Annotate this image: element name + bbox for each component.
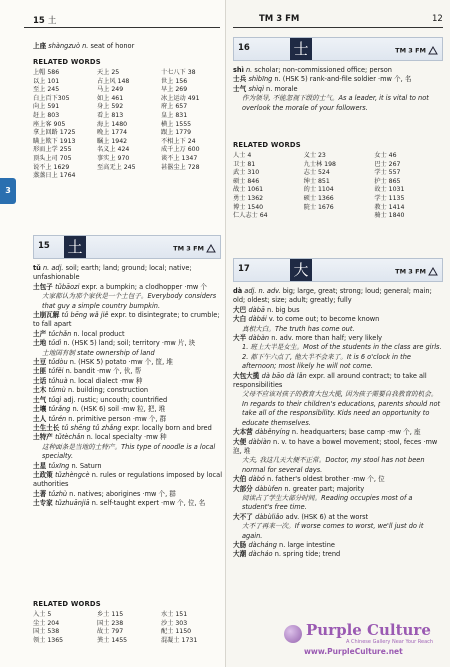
related-word: 看上 813 xyxy=(97,111,124,119)
related-word: 人士 4 xyxy=(233,152,252,159)
header-rule xyxy=(233,27,443,28)
entry-line xyxy=(233,325,443,334)
related-word: 硕士 846 xyxy=(233,177,260,185)
definition: adj. rustic; uncouth; countrified xyxy=(63,395,168,404)
entry-line xyxy=(33,424,223,433)
pinyin: tǔzhù xyxy=(48,489,70,498)
pinyin: tǔ shēng tǔ zhǎng xyxy=(61,423,124,432)
entry-line xyxy=(233,438,443,457)
pinyin: tǔfěi xyxy=(48,367,66,376)
related-word: 故士 1031 xyxy=(374,186,405,194)
entry-line xyxy=(33,367,223,376)
related-word: 向上 591 xyxy=(33,103,60,111)
entry-line xyxy=(233,94,443,113)
entry-17 xyxy=(233,287,443,560)
related-word: 国土 538 xyxy=(33,628,60,636)
definition: n. v. to have a bowel movement; stool, feces ·mw 泡, 堆 xyxy=(233,437,438,455)
entry-line xyxy=(233,513,443,522)
char-tile: 土 xyxy=(64,236,86,258)
definition: adv. (HSK 6) at the worst xyxy=(285,512,369,521)
entry-16-main: shì n. scholar; non-commissioned office; person xyxy=(233,66,392,74)
headword: 土木 xyxy=(33,386,49,395)
definition: n. local dialect ·mw 种 xyxy=(69,376,143,385)
entry-line xyxy=(33,311,223,330)
entry-line xyxy=(33,415,223,424)
definition: n. big bus xyxy=(267,305,300,314)
headword: 土崩瓦解 xyxy=(33,311,62,320)
related-word: 世上 156 xyxy=(161,77,188,85)
entry-line xyxy=(233,306,443,315)
related-word: 勇士 1362 xyxy=(233,194,264,202)
definition: n. (HSK 6) soil ·mw 粒, 把, 堆 xyxy=(72,405,166,414)
related-word: 水土 151 xyxy=(161,611,188,618)
related-word: 沙土 303 xyxy=(161,619,188,627)
related-word: 瞒上欺下 1913 xyxy=(33,137,76,145)
related-word: 骑士 1840 xyxy=(374,212,405,220)
pinyin: tǔtèchǎn xyxy=(55,433,87,442)
related-word: 成千上万 600 xyxy=(161,146,200,154)
related-word: 横上 1555 xyxy=(161,120,192,128)
definition: n. local product xyxy=(73,329,125,338)
definition: 作为领导, 不能忽视下级的士气。As a leader, it is vital to not overlook the morale of your followers. xyxy=(242,94,429,112)
related-words-2 xyxy=(33,596,223,645)
headword: 土话 xyxy=(33,376,49,385)
entry-line xyxy=(233,550,443,559)
headword: 土产 xyxy=(33,329,49,338)
related-word: 白上百下305 xyxy=(33,94,70,102)
entry-15-main: tǔ n. adj. soil; earth; land; ground; local; native; unfashionable xyxy=(33,264,192,282)
headword: 土著 xyxy=(33,489,49,498)
related-word: 义士 23 xyxy=(303,152,326,159)
related-words-grid xyxy=(33,69,223,181)
headword: 大肠 xyxy=(233,540,249,549)
definition: expr. to disintegrate; to crumble; to fall apart xyxy=(33,311,220,329)
definition: n. large intestine xyxy=(279,540,335,549)
definition: n. adv. more than half; very likely xyxy=(271,334,383,343)
headword: 土生土长 xyxy=(33,423,62,432)
left-head-char: 土 xyxy=(47,16,57,26)
definition: 大夫, 我这几天大便不正常。Doctor, my stool has not been normal for several days. xyxy=(242,456,425,474)
related-word: 十七八下 38 xyxy=(161,69,196,76)
headword: 土星 xyxy=(33,461,49,470)
pinyin: shìbīng xyxy=(248,75,275,84)
tm-label: TM 3 FM xyxy=(395,267,438,276)
related-word: 海上 1480 xyxy=(97,120,128,128)
top-entry: 上座 shàngzuò n. seat of honor xyxy=(33,42,135,50)
pinyin: dàbàn xyxy=(248,334,272,343)
pinyin: dà bāo dà lǎn xyxy=(261,371,309,380)
related-word: 赶上 803 xyxy=(33,111,60,119)
entry-line xyxy=(33,283,223,292)
definition: n. local specialty ·mw 种 xyxy=(86,433,167,442)
related-word: 混凝土 1731 xyxy=(161,636,198,644)
pinyin: tǔchǎn xyxy=(48,329,74,338)
char-tile: 士 xyxy=(290,38,312,60)
headword: 大部分 xyxy=(233,484,256,493)
definition: n. Saturn xyxy=(71,461,102,470)
related-word: 形而上学 255 xyxy=(33,146,72,154)
entry-line xyxy=(33,490,223,499)
definition: n. (HSK 5) potato ·mw 个, 筐, 堆 xyxy=(69,358,173,367)
pinyin: tǔqì xyxy=(48,395,64,404)
entry-banner-16: 16 士 TM 3 FM xyxy=(233,37,443,61)
related-word: 皇上 831 xyxy=(161,111,188,119)
mw-icon xyxy=(428,46,438,55)
related-words-grid xyxy=(233,152,443,221)
pinyin: tǔrǎng xyxy=(48,405,73,414)
related-words-grid xyxy=(33,611,223,645)
entry-line xyxy=(233,494,443,513)
headword: 土包子 xyxy=(33,282,56,291)
definition: 土地国有制 state ownership of land xyxy=(42,348,155,357)
pinyin: tǔbāozi xyxy=(55,282,82,291)
pinyin: shìqì xyxy=(248,84,267,93)
definition: expr. all around contract; to take all responsibilities xyxy=(233,371,427,390)
definition: n. primitive person ·mw 个, 群 xyxy=(68,414,167,423)
related-word: 领土 1365 xyxy=(33,636,64,644)
related-word: 以上 101 xyxy=(33,77,60,85)
headword: 士气 xyxy=(233,84,249,93)
headword: 土地 xyxy=(33,339,49,348)
related-word: 拿上回路 1725 xyxy=(33,129,76,137)
definition: 父母不应该对孩子的教育大包大揽, 因为孩子需要自我教育的机会。In regards to their children's educations, parents should not take all of the responsibility. Kids need an opportunity to educate themselves. xyxy=(242,390,441,427)
related-word: 硕士 1366 xyxy=(303,194,334,202)
related-word: 教士 1414 xyxy=(374,203,405,211)
pinyin: dàbiàn xyxy=(248,437,274,446)
related-word: 事实上 970 xyxy=(97,154,130,162)
pinyin: tǔdòu xyxy=(48,358,70,367)
pinyin: dàcháo xyxy=(248,550,275,559)
entry-15-list xyxy=(33,283,223,509)
left-page-number: 15 xyxy=(33,16,45,26)
entry-line xyxy=(233,315,443,324)
definition: 1. 班上大半是女生。Most of the students in the class are girls. xyxy=(242,343,442,352)
related-word: 的士 1104 xyxy=(303,186,334,194)
related-word: 学士 1135 xyxy=(374,194,405,202)
headword: 大不了 xyxy=(233,512,256,521)
entry-line xyxy=(233,85,443,94)
pinyin: dàbó xyxy=(248,475,268,484)
headword: 土壤 xyxy=(33,405,49,414)
related-word: 不相上下 24 xyxy=(161,137,196,145)
entry-line xyxy=(33,396,223,405)
headword: 土专家 xyxy=(33,499,56,508)
pinyin: tǔmù xyxy=(48,386,68,395)
entry-15 xyxy=(33,264,223,509)
definition: 大家都认为那个家伙是一个土包子。Everybody considers that guy a simple country bumpkin. xyxy=(42,292,217,310)
mw-icon xyxy=(206,244,216,253)
entry-line xyxy=(233,343,443,352)
related-word: 占上风 148 xyxy=(97,77,130,85)
right-page-number: 12 xyxy=(432,14,443,24)
pinyin: dàcháng xyxy=(248,540,280,549)
entry-line xyxy=(33,386,223,395)
entry-17-list xyxy=(233,306,443,560)
entry-16 xyxy=(233,66,443,113)
left-running-head xyxy=(33,14,56,26)
pinyin: dàbùliǎo xyxy=(255,512,286,521)
headword: 土匪 xyxy=(33,367,49,376)
pinyin: tǔhuà xyxy=(48,376,70,385)
related-word: 冰上运动 491 xyxy=(161,94,200,102)
related-word: 说不上 1629 xyxy=(33,163,70,171)
entry-line xyxy=(233,522,443,541)
pinyin: tǔrén xyxy=(48,414,69,423)
definition: 大不了再来一次。If worse comes to worst, we'll just do it again. xyxy=(242,522,424,540)
header-rule xyxy=(24,27,220,28)
related-word: 身上 592 xyxy=(97,103,124,111)
definition: 2. 都下午六点了, 他大半不会来了。It is 6 o'clock in the afternoon; most likely he will not come. xyxy=(242,352,411,371)
entry-line xyxy=(233,428,443,437)
entry-line xyxy=(233,541,443,550)
related-word: 早上 269 xyxy=(161,86,188,94)
pinyin: dàbái xyxy=(248,315,269,324)
related-word: 配土 1150 xyxy=(161,628,192,636)
entry-line xyxy=(233,334,443,343)
related-words-title: RELATED WORDS xyxy=(233,141,301,149)
definition: n. (HSK 5) land; soil; territory ·mw 片, 块 xyxy=(63,339,196,348)
entry-line xyxy=(33,405,223,414)
related-word: 如上 461 xyxy=(97,94,124,102)
headword: 土特产 xyxy=(33,433,56,442)
related-word: 入土 5 xyxy=(33,611,52,618)
related-word: 国土 238 xyxy=(97,619,124,627)
related-word: 学士 557 xyxy=(374,169,401,177)
entry-16-list xyxy=(233,75,443,113)
right-running-head xyxy=(259,14,299,24)
related-word: 仁人志士 64 xyxy=(233,212,268,220)
related-word: 卫士 81 xyxy=(233,160,256,168)
tm-label: TM 3 FM xyxy=(395,46,438,55)
entry-line xyxy=(33,349,223,358)
definition: n. greater part; majority xyxy=(284,484,365,493)
entry-line xyxy=(33,292,223,311)
definition: n. spring tide; trend xyxy=(274,550,341,559)
headword: 土豆 xyxy=(33,358,49,367)
definition: 这种面条是当地的土特产。This type of noodle is a local specialty. xyxy=(42,442,216,461)
pinyin: tǔzhuānjiā xyxy=(55,499,92,508)
related-word xyxy=(304,212,373,221)
pinyin: tǔ bēng wǎ jiě xyxy=(61,311,111,320)
headword: 土政策 xyxy=(33,470,56,479)
mw-icon xyxy=(428,267,438,276)
entry-17-main: dà adj. n. adv. big; large, great; strong; loud; general; main; old; oldest; size; adult; greatly; fully xyxy=(233,287,432,305)
related-word: 博士 1540 xyxy=(233,203,264,211)
tm-label: TM 3 FM xyxy=(259,14,300,24)
related-words-1 xyxy=(33,54,223,181)
related-word: 天上 25 xyxy=(97,69,120,76)
entry-line xyxy=(33,499,223,508)
headword: 士兵 xyxy=(233,75,249,84)
headword: 大伯 xyxy=(233,475,249,484)
related-word: 名义上 424 xyxy=(97,146,130,154)
definition: expr. locally born and bred xyxy=(123,423,212,432)
headword: 大便 xyxy=(233,437,249,446)
related-word: 绅士 851 xyxy=(303,177,330,185)
related-word: 粪土 1455 xyxy=(97,636,128,644)
related-word: 九士林 198 xyxy=(303,160,336,168)
pinyin: dàbùfen xyxy=(255,484,285,493)
entry-line xyxy=(233,475,443,484)
definition: 真相大白。The truth has come out. xyxy=(242,324,355,333)
definition: n. building; construction xyxy=(67,386,149,395)
related-word: 蒸蒸日上 1764 xyxy=(33,172,76,180)
headword: 大巴 xyxy=(233,305,249,314)
related-word: 护士 865 xyxy=(374,177,401,185)
headword: 大包大揽 xyxy=(233,371,262,380)
pinyin: tǔzhèngcè xyxy=(55,470,92,479)
entry-banner-17: 17 大 TM 3 FM xyxy=(233,258,443,282)
entry-line xyxy=(33,339,223,348)
chapter-tab[interactable]: 3 xyxy=(0,178,16,204)
pinyin: dàbā xyxy=(248,305,268,314)
pinyin: tǔxīng xyxy=(48,461,72,470)
tm-label: TM 3 FM xyxy=(173,244,216,253)
related-word: 顶头上司 705 xyxy=(33,154,72,162)
related-word: 至高无上 245 xyxy=(97,163,136,171)
related-words-title: RELATED WORDS xyxy=(33,58,101,66)
related-word: 至上 245 xyxy=(33,86,60,94)
entry-line xyxy=(33,330,223,339)
entry-line xyxy=(33,443,223,462)
related-word: 巴士 267 xyxy=(374,160,401,168)
definition: 阅读占了学生大部分时间。Reading occupies most of a student's free time. xyxy=(242,493,413,512)
headword: 大白 xyxy=(233,315,249,324)
related-word: 院士 1676 xyxy=(303,203,334,211)
entry-line xyxy=(33,471,223,490)
definition: v. to come out; to become known xyxy=(268,315,380,324)
entry-line xyxy=(233,390,443,428)
related-word: 战士 1061 xyxy=(233,186,264,194)
definition: n. self-taught expert ·mw 个, 位, 名 xyxy=(91,499,206,508)
related-word: 马上 249 xyxy=(97,86,124,94)
related-words-3 xyxy=(233,137,443,221)
globe-icon xyxy=(284,625,302,643)
related-word: 故土 797 xyxy=(97,628,124,636)
definition: n. father's oldest brother ·mw 个, 位 xyxy=(267,475,385,484)
entry-line xyxy=(233,485,443,494)
related-words-title: RELATED WORDS xyxy=(33,600,101,608)
entry-line xyxy=(233,75,443,84)
right-page xyxy=(225,0,450,667)
definition: n. headquarters; base camp ·mw 个, 座 xyxy=(291,428,421,437)
related-word: 甚嚣尘上 728 xyxy=(161,163,200,171)
related-word: 志士 524 xyxy=(303,169,330,177)
entry-line xyxy=(233,353,443,372)
definition: n. rules or regulations imposed by local authorities xyxy=(33,470,223,489)
related-word: 乡土 115 xyxy=(97,611,124,618)
entry-banner-15: 15 土 TM 3 FM xyxy=(33,235,221,259)
definition: n. (HSK 5) rank-and-file soldier ·mw 个, 名 xyxy=(274,75,412,84)
pinyin: dàběnyíng xyxy=(255,428,292,437)
related-word: 晚上 1774 xyxy=(97,129,128,137)
related-word: 尘土 204 xyxy=(33,619,60,627)
related-word: 女士 46 xyxy=(374,152,397,159)
entry-line xyxy=(233,372,443,391)
headword: 土人 xyxy=(33,414,49,423)
related-word: 座上客 905 xyxy=(33,120,66,128)
watermark-logo: Purple Culture A Chinese Gallery Near Your Reach www.PurpleCulture.net xyxy=(284,621,444,659)
headword: 土气 xyxy=(33,395,49,404)
definition: n. morale xyxy=(266,84,298,93)
entry-line xyxy=(33,433,223,442)
related-word: 上帽 586 xyxy=(33,69,60,76)
pinyin: tǔdì xyxy=(48,339,64,348)
related-word: 府上 657 xyxy=(161,103,188,111)
headword: 大潮 xyxy=(233,550,249,559)
headword: 大半 xyxy=(233,334,249,343)
entry-line xyxy=(233,456,443,475)
headword: 大本营 xyxy=(233,428,256,437)
related-word: 跟上 1779 xyxy=(161,129,192,137)
definition: expr. a bumpkin; a clodhopper ·mw 个 xyxy=(81,282,207,291)
related-word: 武士 310 xyxy=(233,169,260,177)
definition: n. bandit ·mw 个, 伙, 帮 xyxy=(65,367,142,376)
definition: n. natives; aborigines ·mw 个, 群 xyxy=(69,489,176,498)
entry-line xyxy=(33,377,223,386)
related-word: 瞩上 1942 xyxy=(97,137,128,145)
char-tile: 大 xyxy=(290,259,312,281)
entry-line xyxy=(33,462,223,471)
related-word: 谈不上 1347 xyxy=(161,154,198,162)
